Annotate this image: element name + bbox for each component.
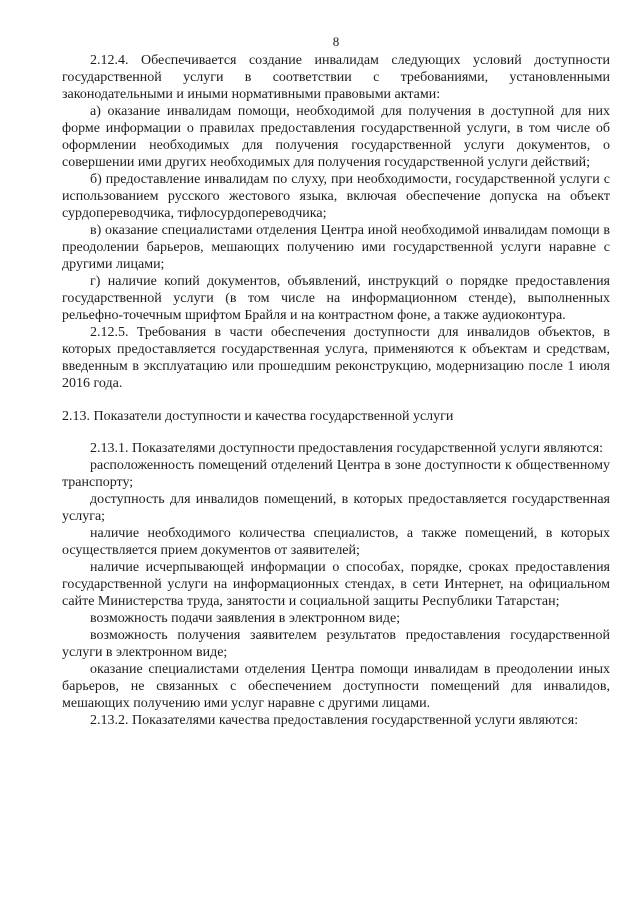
paragraph-2-13-2: 2.13.2. Показателями качества предоставления государственной услуги являются: (90, 713, 579, 728)
paragraph-item-b: б) предоставление инвалидам по слуху, при необходимости, государственной услуги с использованием русского жестового языка, включая обеспечение допуска на объект сурдопереводчика, тифлосурдопереводчика; (62, 172, 610, 221)
list-item-transport: расположенность помещений отделений Центра в зоне доступности к общественному транспорту; (62, 458, 610, 490)
paragraph-item-a: а) оказание инвалидам помощи, необходимой для получения в доступной для них форме информации о правилах предоставления государственной услуги, в том числе об оформлении необходимых для получения государственной услуги документов, о совершении ими других необходимых для получения государственной услуги действий; (62, 104, 610, 170)
paragraph-item-v: в) оказание специалистами отделения Центра иной необходимой инвалидам помощи в преодолении барьеров, мешающих получению ими государственной услуги наравне с другими лицами; (62, 223, 610, 272)
list-item-electronic-result: возможность получения заявителем результатов предоставления государственной услуги в электронном виде; (62, 628, 610, 660)
list-item-barrier-assistance: оказание специалистами отделения Центра помощи инвалидам в преодолении иных барьеров, не связанных с обеспечением доступности помещений для инвалидов, мешающих получению ими услуг наравне с другими лицами. (62, 662, 610, 711)
paragraph-2-12-5: 2.12.5. Требования в части обеспечения доступности для инвалидов объектов, в которых предоставляется государственная услуга, применяются к объектам и средствам, введенным в эксплуатацию или прошедшим реконструкцию, модернизацию после 1 июля 2016 года. (62, 325, 610, 391)
paragraph-2-12-4: 2.12.4. Обеспечивается создание инвалидам следующих условий доступности государственной услуги в соответствии с требованиями, установленными законодательными и иными нормативными правовыми актами: (62, 53, 610, 102)
document-page (62, 34, 610, 729)
paragraph-item-g: г) наличие копий документов, объявлений, инструкций о порядке предоставления государственной услуги (в том числе на информационном стенде), выполненных рельефно-точечным шрифтом Брайля и на контрастном фоне, а также аудиоконтура. (62, 274, 610, 323)
list-item-accessibility: доступность для инвалидов помещений, в которых предоставляется государственная услуга; (62, 492, 610, 524)
list-item-electronic-application: возможность подачи заявления в электронном виде; (90, 611, 401, 626)
list-item-information: наличие исчерпывающей информации о способах, порядке, сроках предоставления государственной услуги на информационных стендах, в сети Интернет, на официальном сайте Министерства труда, занятости и социальной защиты Республики Татарстан; (62, 560, 610, 609)
page-number: 8 (332, 34, 340, 49)
section-heading-2-13: 2.13. Показатели доступности и качества государственной услуги (62, 409, 454, 424)
list-item-specialists: наличие необходимого количества специалистов, а также помещений, в которых осуществляется прием документов от заявителей; (62, 526, 610, 558)
paragraph-2-13-1: 2.13.1. Показателями доступности предоставления государственной услуги являются: (90, 441, 604, 456)
